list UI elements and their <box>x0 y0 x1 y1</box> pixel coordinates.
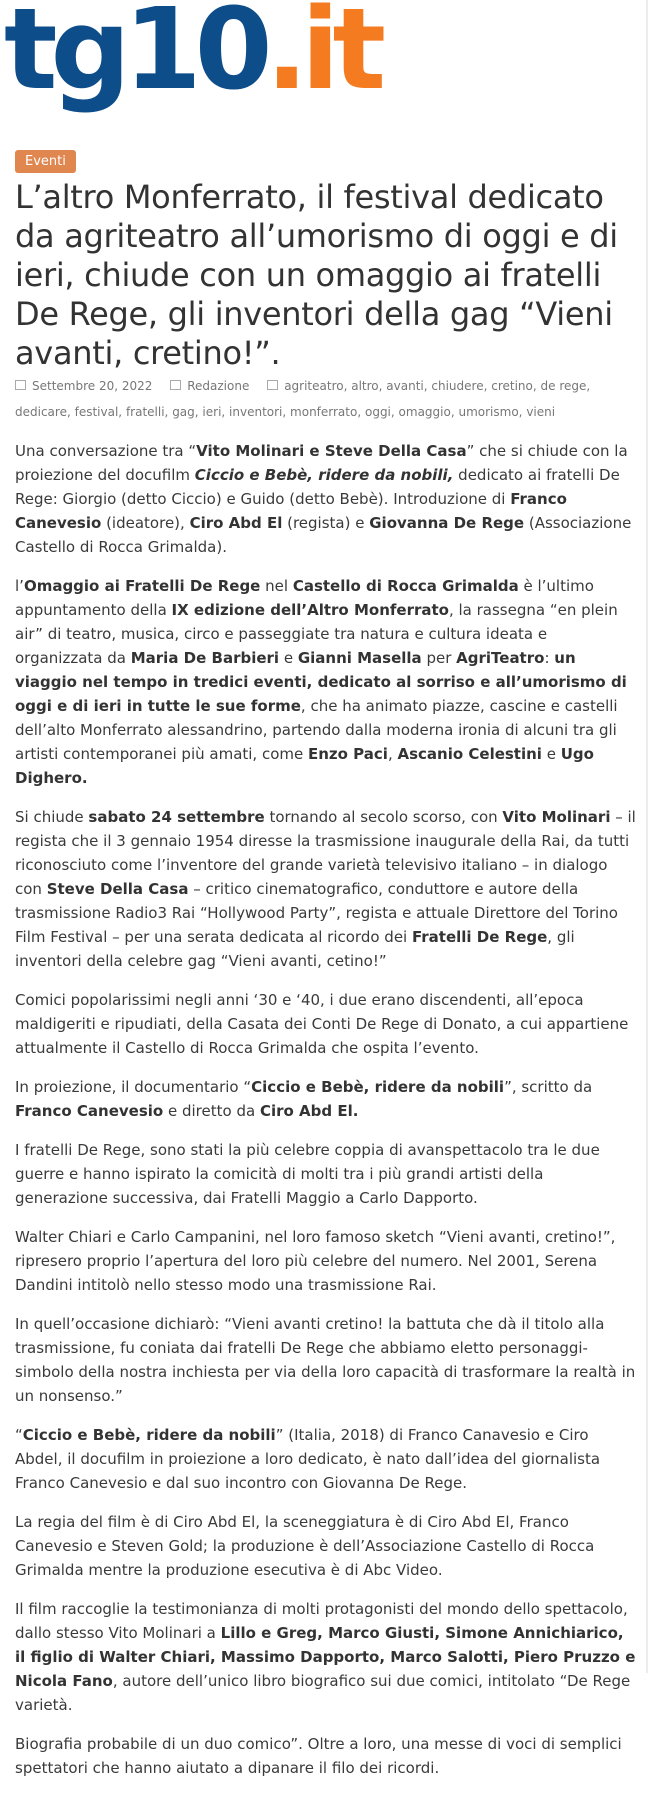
user-icon <box>170 380 181 390</box>
bold-text: Maria De Barbieri <box>130 649 280 667</box>
tag-link[interactable]: gag <box>172 405 195 419</box>
bold-text: AgriTeatro <box>456 649 545 667</box>
bold-text: Ciccio e Bebè, ridere da nobili <box>22 1426 276 1444</box>
bold-text: Giovanna De Rege <box>369 514 525 532</box>
bold-text: Ascanio Celestini <box>397 745 542 763</box>
logo-prefix: tg10 <box>4 0 266 115</box>
bold-text: Ciccio e Bebè, ridere da nobili <box>251 1078 505 1096</box>
paragraph: Walter Chiari e Carlo Campanini, nel loro famoso sketch “Vieni avanti, cretino!”, ripresero proprio l’apertura del loro più celebre del numero. Nel 2001, Serena Dandini intitolò nello stesso modo una trasmissione Rai. <box>15 1228 616 1294</box>
paragraph: Si chiude sabato 24 settembre tornando al secolo scorso, con Vito Molinari – il regista che il 3 gennaio 1954 diresse la trasmissione inaugurale della Rai, da tutti riconosciuto come l’inventore del grande varietà televisivo italiano – in dialogo con Steve Della Casa – critico cinematografico, conduttore e autore della trasmissione Radio3 Rai “Hollywood Party”, regista e attuale Direttore del Torino Film Festival – per una serata dedicata al ricordo dei Fratelli De Rege, gli inventori della celebre gag “Vieni avanti, cetino!” <box>15 808 636 970</box>
paragraph: l’Omaggio ai Fratelli De Rege nel Castello di Rocca Grimalda è l’ultimo appuntamento della IX edizione dell’Altro Monferrato, la rassegna “en plein air” di teatro, musica, circo e passeggiate tra natura e cultura ideata e organizzata da Maria De Barbieri e Gianni Masella per AgriTeatro: un viaggio nel tempo in tredici eventi, dedicato al sorriso e all’umorismo di oggi e di ieri in tutte le sue forme, che ha animato piazze, cascine e castelli dell’alto Monferrato alessandrino, partendo dalla moderna ironia di alcuni tra gli artisti contemporanei più amati, come Enzo Paci, Ascanio Celestini e Ugo Dighero. <box>15 577 627 787</box>
bold-text: Enzo Paci <box>308 745 388 763</box>
bold-text: Fratelli De Rege <box>412 928 548 946</box>
calendar-icon <box>15 380 26 390</box>
tag-link[interactable]: umorismo <box>458 405 519 419</box>
tag-link[interactable]: cretino <box>491 379 533 393</box>
tag-list: agriteatro, altro, avanti, chiudere, cretino, de rege, dedicare, festival, fratelli, gag, ieri, inventori, monferrato, oggi, omaggio, umorismo, vieni <box>15 379 591 419</box>
bold-text: Vito Molinari e Steve Della Casa <box>196 442 467 460</box>
bold-text: Vito Molinari <box>502 808 611 826</box>
bold-text: Omaggio ai Fratelli De Rege <box>23 577 261 595</box>
post-author[interactable]: Redazione <box>187 379 250 393</box>
bold-text: un viaggio nel tempo in tredici eventi, dedicato al sorriso e all’umorismo di oggi e di ieri in tutte le sue forme <box>15 649 627 715</box>
post-meta <box>15 373 635 425</box>
paragraph: Il film raccoglie la testimonianza di molti protagonisti del mondo dello spettacolo, dallo stesso Vito Molinari a Lillo e Greg, Marco Giusti, Simone Annichiarico, il figlio di Walter Chiari, Massimo Dapporto, Marco Salotti, Piero Pruzzo e Nicola Fano, autore dell’unico libro biografico sui due comici, intitolato “De Rege varietà. <box>15 1600 636 1714</box>
logo-wordmark <box>4 0 380 115</box>
article-title: L’altro Monferrato, il festival dedicato da agriteatro all’umorismo di oggi e di ieri, chiude con un omaggio ai fratelli De Rege, gli inventori della gag “Vieni avanti, cretino!”. <box>15 178 618 372</box>
bold-text: Ciccio e Bebè, ridere da nobili, <box>194 466 454 484</box>
post-date[interactable]: Settembre 20, 2022 <box>32 379 153 393</box>
bold-text: Franco Canevesio <box>15 1102 164 1120</box>
logo-suffix: it <box>301 0 380 115</box>
bold-text: Castello di Rocca Grimalda <box>292 577 519 595</box>
tag-link[interactable]: ieri <box>202 405 222 419</box>
bold-text: IX edizione dell’Altro Monferrato <box>171 601 449 619</box>
tag-link[interactable]: agriteatro <box>284 379 344 393</box>
tag-link[interactable]: oggi <box>364 405 391 419</box>
paragraph: In quell’occasione dichiarò: “Vieni avanti cretino! la battuta che dà il titolo alla trasmissione, fu coniata dai fratelli De Rege che abbiamo eletto personaggi-simbolo della nostra inchiesta per via della loro capacità di trasformare la realtà in un nonsenso.” <box>15 1315 636 1405</box>
tag-link[interactable]: altro <box>351 379 379 393</box>
paragraph: In proiezione, il documentario “Ciccio e Bebè, ridere da nobili”, scritto da Franco Canevesio e diretto da Ciro Abd El. <box>15 1078 593 1120</box>
bold-text: Franco Canevesio <box>15 490 567 532</box>
bold-text: sabato 24 settembre <box>88 808 265 826</box>
tag-link[interactable]: de rege <box>540 379 587 393</box>
paragraph: Biografia probabile di un duo comico”. Oltre a loro, una messe di voci di semplici spettatori che hanno aiutato a dipanare il filo dei ricordi. <box>15 1735 622 1777</box>
tag-link[interactable]: avanti <box>386 379 424 393</box>
bold-text: Ciro Abd El <box>189 514 283 532</box>
tag-link[interactable]: festival <box>74 405 119 419</box>
tag-icon <box>267 380 278 390</box>
bold-text: Lillo e Greg, Marco Giusti, Simone Annichiarico, il figlio di Walter Chiari, Massimo Dapporto, Marco Salotti, Piero Pruzzo e Nicola Fano <box>15 1624 636 1690</box>
article-body <box>15 439 637 1795</box>
tag-link[interactable]: monferrato <box>290 405 358 419</box>
tag-link[interactable]: inventori <box>229 405 283 419</box>
logo-dot: . <box>265 0 302 115</box>
tag-link[interactable]: dedicare <box>15 405 67 419</box>
paragraph: Una conversazione tra “Vito Molinari e Steve Della Casa” che si chiude con la proiezione del docufilm Ciccio e Bebè, ridere da nobili, dedicato ai fratelli De Rege: Giorgio (detto Ciccio) e Guido (detto Bebè). Introduzione di Franco Canevesio (ideatore), Ciro Abd El (regista) e Giovanna De Rege (Associazione Castello di Rocca Grimalda). <box>15 442 632 556</box>
tag-link[interactable]: chiudere <box>431 379 484 393</box>
paragraph: Comici popolarissimi negli anni ‘30 e ‘40, i due erano discendenti, all’epoca maldigeriti e ripudiati, della Casata dei Conti De Rege di Donato, a cui appartiene attualmente il Castello di Rocca Grimalda che ospita l’evento. <box>15 991 629 1057</box>
paragraph: La regia del film è di Ciro Abd El, la sceneggiatura è di Ciro Abd El, Franco Canevesio e Steven Gold; la produzione è dell’Associazione Castello di Rocca Grimalda mentre la produzione esecutiva è di Abc Video. <box>15 1513 595 1579</box>
site-logo[interactable] <box>4 0 380 124</box>
category-badge[interactable]: Eventi <box>15 150 76 173</box>
tag-link[interactable]: omaggio <box>398 405 451 419</box>
bold-text: Ciro Abd El. <box>259 1102 359 1120</box>
paragraph: I fratelli De Rege, sono stati la più celebre coppia di avanspettacolo tra le due guerre e hanno ispirato la comicità di molti tra i più grandi artisti della generazione successiva, dai Fratelli Maggio a Carlo Dapporto. <box>15 1141 600 1207</box>
bold-text: Gianni Masella <box>297 649 422 667</box>
paragraph: “Ciccio e Bebè, ridere da nobili” (Italia, 2018) di Franco Canavesio e Ciro Abdel, il docufilm in proiezione a loro dedicato, è nato dall’idea del giornalista Franco Canevesio e dal suo incontro con Giovanna De Rege. <box>15 1426 601 1492</box>
tag-link[interactable]: vieni <box>526 405 556 419</box>
bold-text: Ugo Dighero. <box>15 745 594 787</box>
bold-text: Steve Della Casa <box>46 880 189 898</box>
tag-link[interactable]: fratelli <box>125 405 165 419</box>
